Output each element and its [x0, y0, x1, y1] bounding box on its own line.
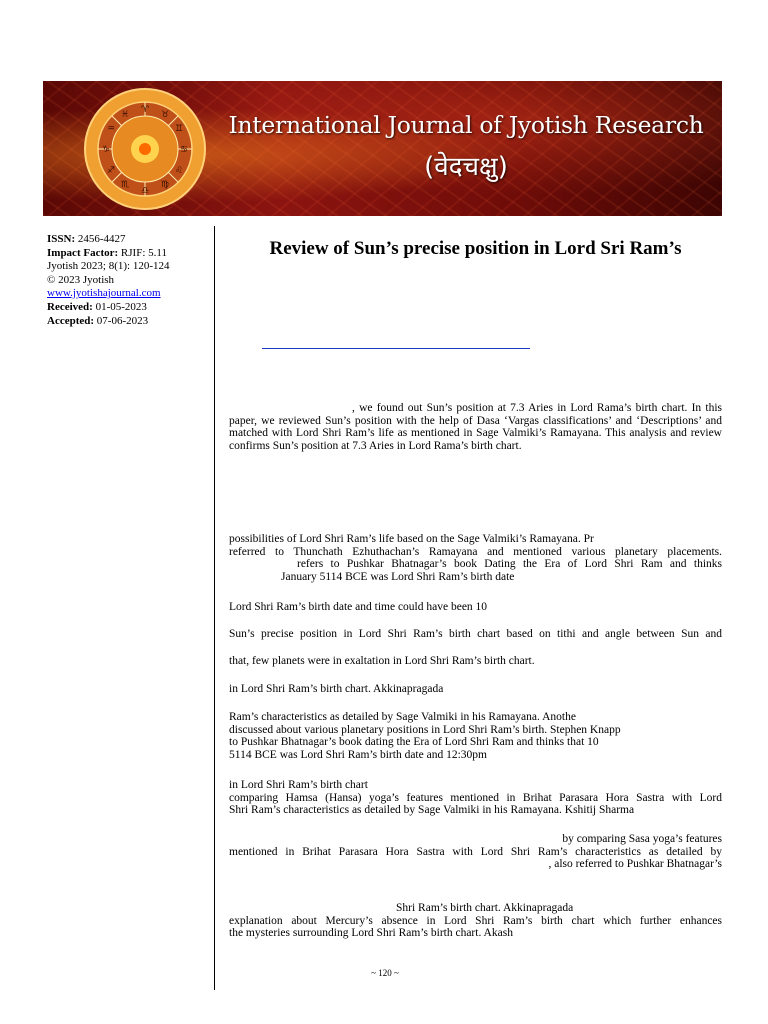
body-line: by comparing Sasa yoga’s features: [562, 833, 722, 845]
body-line: , also referred to Pushkar Bhatnagar’s: [548, 858, 722, 871]
impact-factor-label: Impact Factor:: [47, 246, 119, 259]
body-line: Sun’s precise position in Lord Shri Ram’s birth chart based on tithi and angle between Sun and: [229, 628, 722, 640]
body-line: in Lord Shri Ram’s birth chart. Akkinapragada: [229, 683, 444, 695]
body-line: Ram’s characteristics as detailed by Sage Valmiki in his Ramayana. Anothe: [229, 711, 576, 723]
body-line: discussed about various planetary positions in Lord Shri Ram’s birth. Stephen Knapp: [229, 723, 621, 736]
svg-text:♎: ♎: [140, 186, 150, 196]
svg-text:♐: ♐: [106, 166, 116, 176]
journal-banner: [43, 81, 722, 216]
svg-text:♈: ♈: [140, 105, 150, 115]
body-line: to Pushkar Bhatnagar’s book dating the Era of Lord Shri Ram and thinks that 10: [229, 736, 599, 749]
svg-text:♑: ♑: [101, 145, 111, 155]
article-metadata: [47, 233, 212, 328]
citation: Jyotish 2023; 8(1): 120-124: [47, 260, 170, 273]
body-line: in Lord Shri Ram’s birth chart: [229, 779, 368, 791]
accepted-label: Accepted:: [47, 314, 95, 327]
body-paragraph: [229, 655, 722, 668]
svg-text:♓: ♓: [120, 110, 130, 120]
abstract: [229, 402, 722, 452]
issn-label: ISSN:: [47, 233, 76, 245]
body-paragraph: [229, 601, 722, 614]
body-paragraph: [229, 628, 722, 641]
body-line: Shri Ram’s birth chart. Akkinapragada: [396, 902, 574, 914]
body-line: January 5114 BCE was Lord Shri Ram’s birth date: [281, 570, 515, 583]
body-paragraph: [229, 779, 722, 817]
svg-text:♍: ♍: [160, 180, 170, 190]
impact-factor-value: RJIF: 5.11: [120, 246, 167, 259]
abstract-line: matched with Lord Shri Ram’s life as mentioned in Sage Valmiki’s Ramayana. This analysis and review: [229, 427, 722, 440]
body-line: possibilities of Lord Shri Ram’s life based on the Sage Valmiki’s Ramayana. Pr: [229, 533, 594, 545]
body-line: the mysteries surrounding Lord Shri Ram’s birth chart. Akash: [229, 927, 513, 940]
body-line: referred to Thunchath Ezhuthachan’s Ramayana and mentioned various planetary placements.: [229, 545, 722, 558]
body-line: comparing Hamsa (Hansa) yoga’s features mentioned in Brihat Parasara Hora Sastra with Lord: [229, 791, 722, 804]
author-link-underline[interactable]: [262, 348, 530, 349]
svg-text:♌: ♌: [174, 166, 184, 176]
received-label: Received:: [47, 300, 93, 313]
body-line: explanation about Mercury’s absence in Lord Shri Ram’s birth chart which further enhances: [229, 914, 722, 927]
abstract-line: , we found out Sun’s position at 7.3 Aries in Lord Rama’s birth chart. In this: [352, 402, 722, 414]
svg-text:♋: ♋: [179, 145, 189, 155]
svg-text:♏: ♏: [120, 180, 130, 190]
body-paragraph: [229, 833, 722, 871]
article-title: Review of Sun’s precise position in Lord Sri Ram’s: [269, 238, 682, 259]
body-line: 5114 BCE was Lord Shri Ram’s birth date and 12:30pm: [229, 748, 487, 761]
received-date: 01-05-2023: [95, 300, 147, 313]
page-number: ~ 120 ~: [371, 968, 399, 978]
svg-text:♉: ♉: [160, 110, 170, 120]
copyright: © 2023 Jyotish: [47, 273, 115, 286]
body-line: Shri Ram’s characteristics as detailed by Sage Valmiki in his Ramayana. Kshitij Sharma: [229, 804, 635, 817]
issn-value: 2456-4427: [77, 233, 126, 245]
abstract-line: confirms Sun’s position at 7.3 Aries in Lord Rama’s birth chart.: [229, 439, 522, 452]
svg-text:♊: ♊: [174, 124, 184, 134]
body-line: refers to Pushkar Bhatnagar’s book Dating the Era of Lord Shri Ram and thinks: [297, 558, 722, 571]
journal-website-link[interactable]: www.jyotishajournal.com: [47, 287, 161, 300]
body-paragraph: [229, 902, 722, 940]
body-paragraph: [229, 683, 722, 696]
zodiac-seal-logo: [81, 85, 209, 213]
body-paragraph: [229, 711, 722, 761]
column-divider: [214, 226, 215, 990]
body-line: Lord Shri Ram’s birth date and time could have been 10: [229, 601, 488, 613]
body-paragraph: [229, 533, 722, 583]
accepted-date: 07-06-2023: [96, 314, 149, 327]
body-line: mentioned in Brihat Parasara Hora Sastra with Lord Shri Ram’s characteristics as detailed by: [229, 845, 722, 858]
body-line: that, few planets were in exaltation in Lord Shri Ram’s birth chart.: [229, 655, 535, 667]
journal-title: International Journal of Jyotish Research: [228, 111, 704, 139]
journal-subtitle: (वेदचक्षु): [424, 152, 508, 182]
svg-text:♒: ♒: [106, 124, 116, 134]
abstract-line: paper, we reviewed Sun’s position with the help of Dasa ‘Vargas classifications’ and ‘Descriptions’ and: [229, 414, 722, 427]
